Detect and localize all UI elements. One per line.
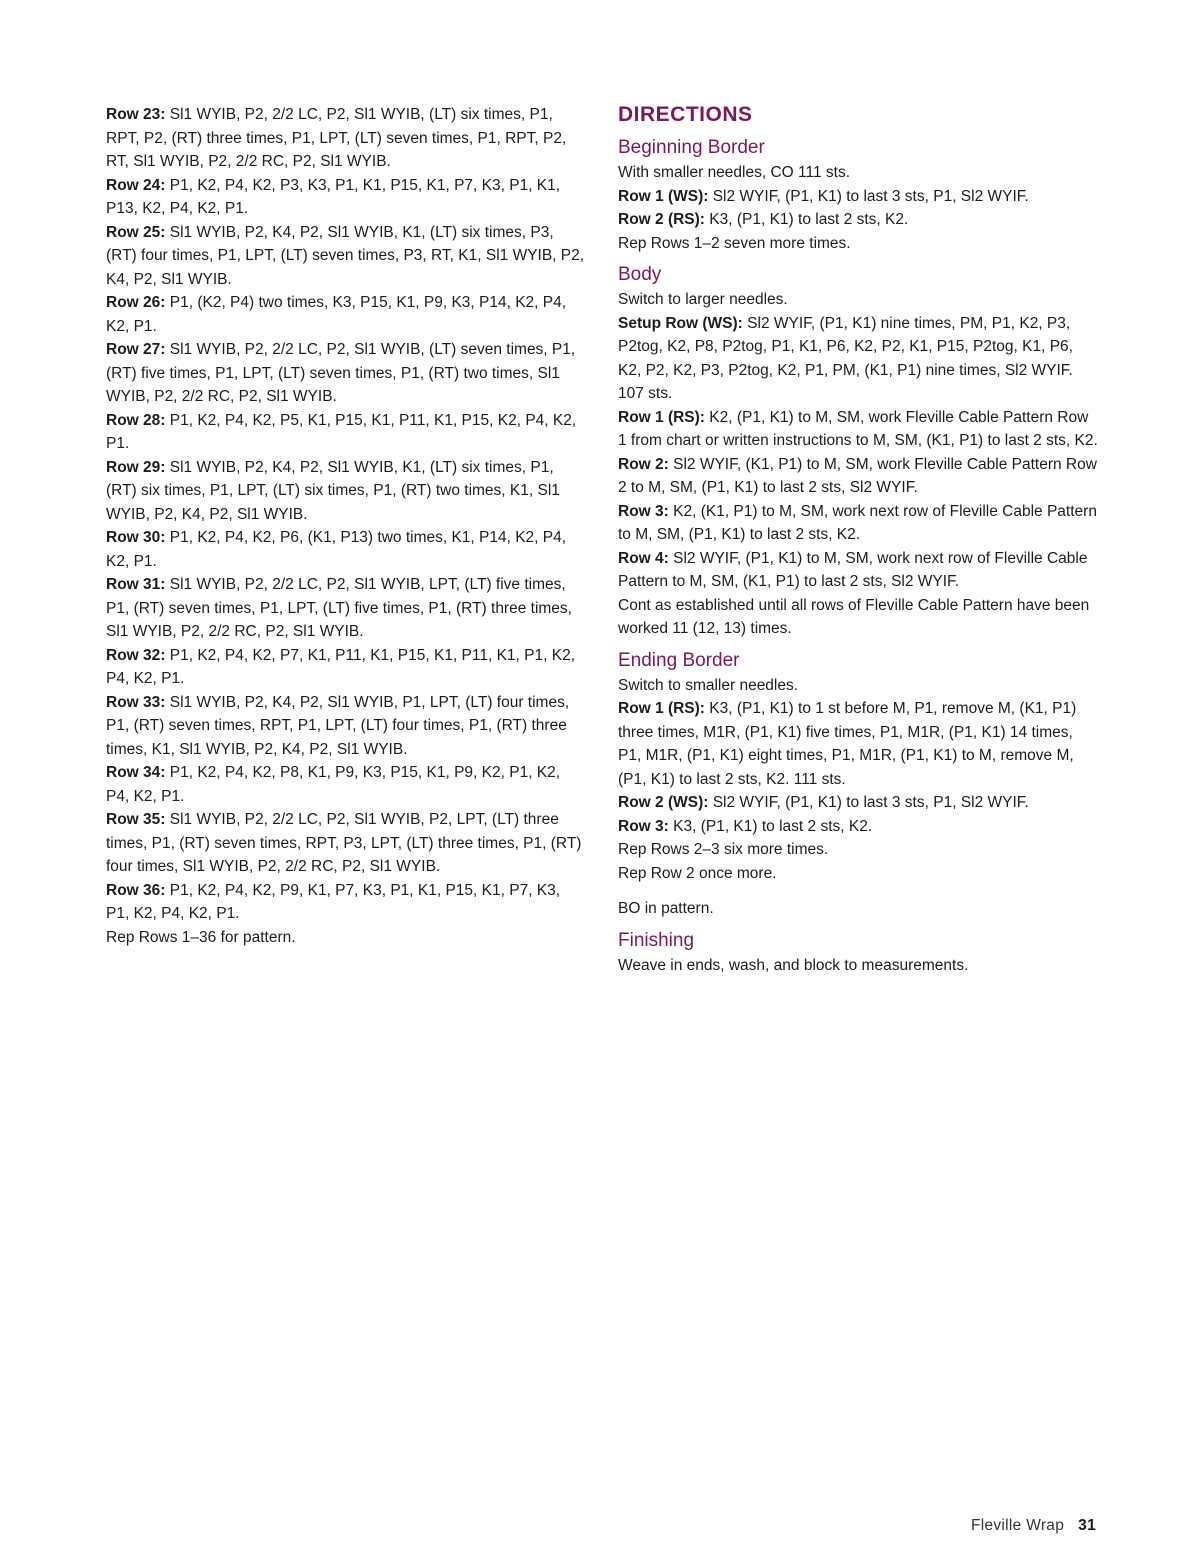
row-label: Row 25:: [106, 223, 166, 241]
instruction-line: [618, 288, 1098, 312]
row-label: Row 31:: [106, 576, 166, 593]
instruction-line: [106, 456, 586, 527]
row-label: Row 30:: [106, 529, 166, 546]
row-text: Rep Rows 2–3 six more times.: [618, 841, 829, 858]
row-label: Row 26:: [106, 294, 166, 311]
page-footer: [971, 1517, 1096, 1535]
row-text: Sl1 WYIB, P2, 2/2 LC, P2, Sl1 WYIB, (LT) seven times, P1, (RT) five times, P1, LPT, (LT) seven times, P1, (RT) two times, Sl1 WYIB, P2, 2/2 RC, P2, Sl1 WYIB.: [106, 341, 576, 405]
row-label: Row 3:: [618, 502, 669, 520]
instruction-line: [618, 815, 1098, 839]
row-label: Row 28:: [106, 411, 166, 429]
row-label: Row 1 (RS):: [618, 408, 705, 426]
instruction-line: [106, 174, 586, 221]
row-label: Row 32:: [106, 646, 166, 664]
bind-off-line: BO in pattern.: [618, 900, 714, 917]
row-text: Sl2 WYIF, (P1, K1) to M, SM, work next row of Fleville Cable Pattern to M, SM, (K1, P1) to last 2 sts, Sl2 WYIF.: [618, 549, 1088, 590]
instruction-line: [618, 674, 1098, 698]
instruction-line: [106, 409, 586, 456]
row-label: Row 34:: [106, 764, 166, 781]
row-text: Weave in ends, wash, and block to measurements.: [618, 956, 969, 974]
instruction-line: [618, 406, 1098, 453]
row-label: Row 33:: [106, 693, 166, 711]
row-text: Sl2 WYIF, (P1, K1) nine times, PM, P1, K2, P3, P2tog, K2, P8, P2tog, P1, K1, P6, K2, P2, K1, P15, P2tog, K1, P6, K2, P2, K2, P3, P2tog, K2, P1, PM, (K1, P1) nine times, Sl2 WYIF. 107 sts.: [618, 314, 1073, 402]
row-text: Rep Row 2 once more.: [618, 864, 777, 882]
instruction-line: [618, 232, 1098, 256]
row-label: Row 1 (RS):: [618, 700, 705, 717]
row-text: Switch to smaller needles.: [618, 676, 799, 694]
instruction-line: [618, 500, 1098, 547]
row-label: Row 36:: [106, 881, 166, 899]
row-label: Row 27:: [106, 341, 166, 358]
row-text: K3, (P1, K1) to last 2 sts, K2.: [709, 211, 909, 228]
instruction-line: [106, 103, 586, 174]
row-label: Row 29:: [106, 458, 166, 476]
footer-title: Fleville Wrap: [970, 1517, 1065, 1534]
row-label: Row 24:: [106, 176, 166, 194]
row-text: P1, (K2, P4) two times, K3, P15, K1, P9, K3, P14, K2, P4, K2, P1.: [106, 294, 567, 335]
finishing-heading: Finishing: [618, 929, 695, 951]
instruction-line: [618, 594, 1098, 641]
instruction-line: [106, 926, 586, 950]
right-column: [618, 103, 1098, 985]
row-text: Rep Rows 1–2 seven more times.: [618, 234, 851, 252]
instruction-line: [618, 862, 1098, 886]
row-text: Sl1 WYIB, P2, 2/2 LC, P2, Sl1 WYIB, LPT, (LT) five times, P1, (RT) seven times, P1, LPT, (LT) five times, P1, (RT) three times, Sl1 WYIB, P2, 2/2 RC, P2, Sl1 WYIB.: [106, 576, 572, 640]
row-label: Row 23:: [106, 106, 166, 123]
row-text: P1, K2, P4, K2, P6, (K1, P13) two times, K1, P14, K2, P4, K2, P1.: [106, 529, 567, 570]
instruction-line: [618, 161, 1098, 185]
row-text: Sl2 WYIF, (P1, K1) to last 3 sts, P1, Sl2 WYIF.: [712, 794, 1029, 811]
row-text: Sl1 WYIB, P2, K4, P2, Sl1 WYIB, K1, (LT) six times, P1, (RT) six times, P1, LPT, (LT) six times, P1, (RT) two times, K1, Sl1 WYIB, P2, K4, P2, Sl1 WYIB.: [106, 458, 560, 523]
body-section: [618, 263, 1098, 641]
body-lines: [618, 288, 1098, 641]
row-text: K3, (P1, K1) to last 2 sts, K2.: [673, 817, 873, 835]
row-text: P1, K2, P4, K2, P7, K1, P11, K1, P15, K1, P11, K1, P1, K2, P4, K2, P1.: [106, 646, 576, 687]
row-label: Row 2 (RS):: [618, 211, 705, 228]
instruction-line: [618, 697, 1098, 791]
instruction-line: [106, 644, 586, 691]
body-heading: Body: [618, 264, 662, 285]
instruction-line: [618, 791, 1098, 815]
instruction-line: [106, 221, 586, 292]
row-label: Row 2 (WS):: [618, 794, 709, 811]
finishing-lines: [618, 954, 1098, 978]
beginning-border-lines: [618, 161, 1098, 255]
ending-border-section: [618, 649, 1098, 921]
instruction-line: [106, 526, 586, 573]
row-text: P1, K2, P4, K2, P8, K1, P9, K3, P15, K1, P9, K2, P1, K2, P4, K2, P1.: [106, 764, 561, 805]
row-text: K2, (P1, K1) to M, SM, work Fleville Cable Pattern Row 1 from chart or written instructions to M, SM, (K1, P1) to last 2 sts, K2.: [618, 408, 1098, 449]
row-text: Sl1 WYIB, P2, K4, P2, Sl1 WYIB, P1, LPT, (LT) four times, P1, (RT) seven times, RPT, P1, LPT, (LT) four times, P1, (RT) three times, K1, Sl1 WYIB, P2, K4, P2, Sl1 WYIB.: [106, 693, 570, 758]
row-label: Row 35:: [106, 811, 166, 828]
row-text: Sl1 WYIB, P2, 2/2 LC, P2, Sl1 WYIB, (LT) six times, P1, RPT, P2, (RT) three times, P1, LPT, (LT) seven times, P1, RPT, P2, RT, Sl1 WYIB, P2, 2/2 RC, P2, Sl1 WYIB.: [106, 106, 567, 170]
row-text: Sl1 WYIB, P2, K4, P2, Sl1 WYIB, K1, (LT) six times, P3, (RT) four times, P1, LPT, (LT) seven times, P3, RT, K1, Sl1 WYIB, P2, K4, P2, Sl1 WYIB.: [106, 223, 585, 288]
row-text: Rep Rows 1–36 for pattern.: [106, 928, 296, 946]
row-label: Setup Row (WS):: [618, 314, 743, 332]
row-text: P1, K2, P4, K2, P5, K1, P15, K1, P11, K1, P15, K2, P4, K2, P1.: [106, 411, 577, 452]
row-text: Cont as established until all rows of Fleville Cable Pattern have been worked 11 (12, 13) times.: [618, 596, 1090, 637]
instruction-line: [618, 547, 1098, 594]
instruction-line: [618, 838, 1098, 862]
instruction-line: [106, 291, 586, 338]
left-column: [106, 103, 586, 949]
instruction-line: [618, 954, 1098, 978]
row-text: K3, (P1, K1) to 1 st before M, P1, remove M, (K1, P1) three times, M1R, (P1, K1) five times, P1, M1R, (P1, K1) 14 times, P1, M1R, (P1, K1) eight times, P1, M1R, (P1, K1) to M, remove M, (P1, K1) to last 2 sts, K2. 111 sts.: [618, 700, 1077, 788]
row-text: Switch to larger needles.: [618, 291, 788, 308]
row-text: Sl2 WYIF, (K1, P1) to M, SM, work Fleville Cable Pattern Row 2 to M, SM, (P1, K1) to last 2 sts, Sl2 WYIF.: [618, 455, 1097, 496]
instruction-line: [106, 761, 586, 808]
instruction-line: [106, 573, 586, 644]
finishing-section: [618, 929, 1098, 978]
row-text: P1, K2, P4, K2, P9, K1, P7, K3, P1, K1, P15, K1, P7, K3, P1, K2, P4, K2, P1.: [106, 881, 561, 922]
ending-border-heading: Ending Border: [618, 649, 740, 671]
instruction-line: [106, 338, 586, 409]
instruction-line: [618, 208, 1098, 232]
row-label: Row 2:: [618, 455, 669, 473]
row-label: Row 4:: [618, 549, 669, 567]
beginning-border-section: [618, 136, 1098, 255]
row-text: Sl1 WYIB, P2, 2/2 LC, P2, Sl1 WYIB, P2, LPT, (LT) three times, P1, (RT) seven times, RPT, P3, LPT, (LT) three times, P1, (RT) four times, Sl1 WYIB, P2, 2/2 RC, P2, Sl1 WYIB.: [106, 811, 582, 875]
instruction-line: [618, 312, 1098, 406]
row-text: K2, (K1, P1) to M, SM, work next row of Fleville Cable Pattern to M, SM, (P1, K1) to last 2 sts, K2.: [618, 502, 1097, 543]
row-label: Row 1 (WS):: [618, 187, 709, 205]
page-number: 31: [1078, 1517, 1096, 1534]
directions-title: DIRECTIONS: [618, 103, 753, 126]
row-text: P1, K2, P4, K2, P3, K3, P1, K1, P15, K1, P7, K3, P1, K1, P13, K2, P4, K2, P1.: [106, 176, 561, 217]
instruction-line: [106, 808, 586, 879]
row-text: With smaller needles, CO 111 sts.: [618, 164, 851, 181]
instruction-line: [106, 691, 586, 762]
row-label: Row 3:: [618, 817, 669, 835]
instruction-line: [618, 453, 1098, 500]
ending-border-lines: [618, 674, 1098, 886]
instruction-line: [106, 879, 586, 926]
beginning-border-heading: Beginning Border: [618, 137, 765, 158]
row-text: Sl2 WYIF, (P1, K1) to last 3 sts, P1, Sl2 WYIF.: [712, 187, 1029, 205]
instruction-line: [618, 185, 1098, 209]
